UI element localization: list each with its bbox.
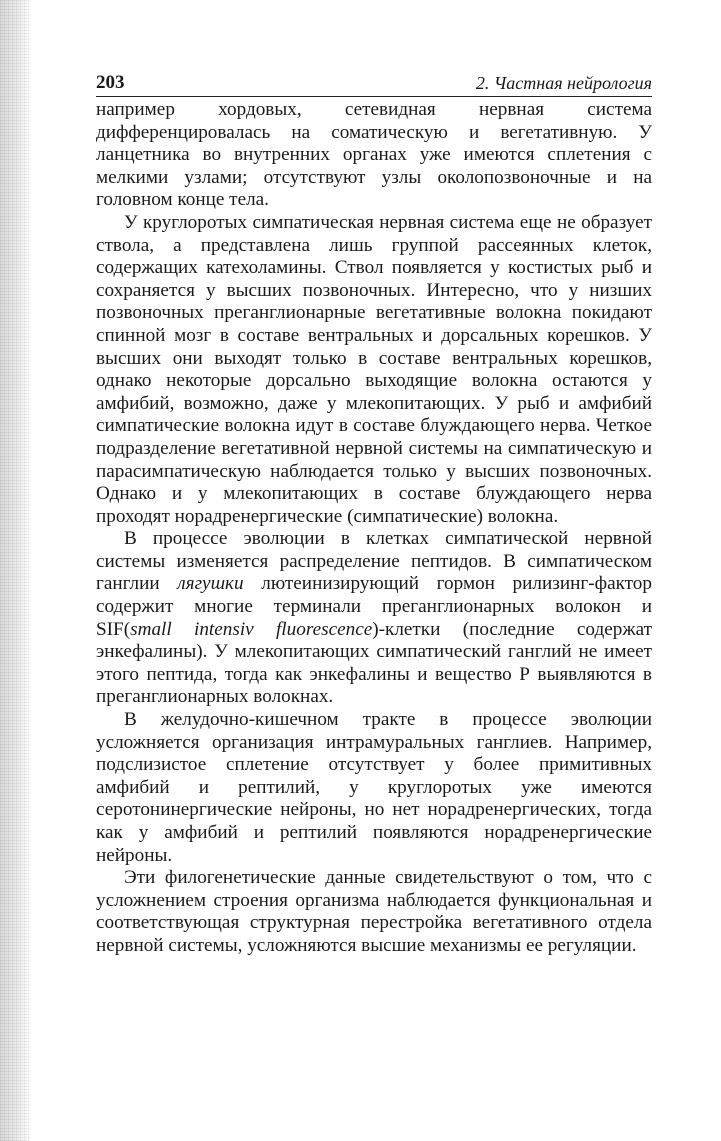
paragraph-3-part-1: В процессе эволюции в клетках симпатической нервной системы изменяется распределение пептидов. В симпатическом ганглии — [96, 528, 652, 595]
paragraph-2: У круглоротых симпатическая нервная система еще не образует ствола, а представлена лишь группой рассеянных клеток, содержащих катехоламины. Ствол появляется у костистых рыб и сохраняется у высших позвоночных. Интересно, что у низших позвоночных преганглионарные вегетативные волокна покидают спинной мозг в составе вентральных и дорсальных корешков. У высших они выходят только в составе вентральных корешков, однако некоторые дорсально выходящие волокна остаются у амфибий, возможно, даже у млекопитающих. У рыб и амфибий симпатические волокна идут в составе блуждающего нерва. Четкое подразделение вегетативной нервной системы на симпатическую и парасимпатическую наблюдается только у высших позвоночных. Однако и у млекопитающих в составе блуждающего нерва проходят норадренергические (симпатические) волокна. — [96, 211, 652, 527]
paragraph-3-part-3: )-клетки (последние содержат энкефалины). У млекопитающих симпатический ганглий не имеет этого пептида, тогда как энкефалины и вещество Р выявляются в преганглионарных волокнах. — [96, 618, 652, 708]
paragraph-3-part-2: лютеинизирующий гормон рилизинг-фактор содержит многие терминали преганглионарных волокон и SIF( — [96, 573, 652, 640]
page-number: 203 — [96, 72, 125, 93]
paragraph-5: Эти филогенетические данные свидетельствуют о том, что с усложнением строения организма наблюдается функциональная и соответствующая структурная перестройка вегетативного отдела нервной системы, усложняются высшие механизмы ее регуляции. — [96, 867, 652, 956]
running-head: 2. Частная нейрология — [475, 73, 652, 93]
paragraph-3-italic-term: small intensiv fluorescence — [130, 618, 373, 640]
paragraph-3 — [96, 528, 652, 709]
body-text — [96, 99, 652, 958]
page-header — [96, 68, 652, 97]
paragraph-1: например хордовых, сетевидная нервная система дифференцировалась на соматическую и вегетативную. У ланцетника во внутренних органах уже имеются сплетения с мелкими узлами; отсутствуют узлы околопозвоночные и на головном конце тела. — [96, 99, 652, 211]
book-page — [96, 68, 652, 958]
book-spine-shadow — [0, 0, 30, 1141]
paragraph-3-italic-frog: лягушки — [177, 573, 244, 595]
paragraph-4: В желудочно-кишечном тракте в процессе эволюции усложняется организация интрамуральных ганглиев. Например, подслизистое сплетение отсутствует у более примитивных амфибий и рептилий, у круглоротых уже имеются серотонинергические нейроны, но нет норадренергических, тогда как у амфибий и рептилий появляются норадренергические нейроны. — [96, 709, 652, 866]
